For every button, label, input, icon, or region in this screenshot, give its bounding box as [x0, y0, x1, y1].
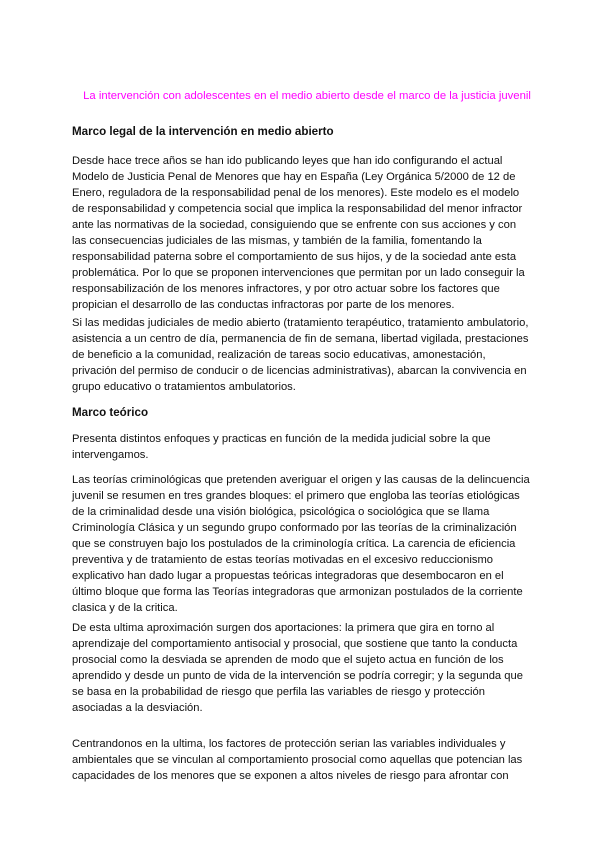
- section-heading-marco-teorico: Marco teórico: [72, 406, 149, 419]
- paragraph-marco-teorico-1: [72, 431, 532, 463]
- text-line: Centrandonos en la ultima, los factores de protección serian las variables individuales y: [72, 738, 506, 750]
- text-line: explicativo han dado lugar a propuestas teóricas integradoras que desembocaron en el: [72, 570, 504, 582]
- text-line: prosocial como la desviada se aprenden de modo que el sujeto actua en función de los: [72, 654, 504, 666]
- text-line: asistencia a un centro de día, permanencia de fin de semana, libertad vigilada, prestaciones: [72, 333, 529, 345]
- paragraph-marco-teorico-3: [72, 620, 532, 716]
- text-line: de beneficio a la comunidad, realización de tareas socio educativas, amonestación,: [72, 349, 486, 361]
- text-line: las consecuencias judiciales de las mismas, y también de la familia, fomentando la: [72, 235, 482, 247]
- text-line: de responsabilidad y competencia social que implica la responsabilidad del menor infractor: [72, 203, 523, 215]
- text-line: de la criminalidad desde una visión biológica, psicológica o sociológica que se llama: [72, 506, 490, 518]
- text-line: Desde hace trece años se han ido publicando leyes que han ido configurando el actual: [72, 155, 503, 167]
- text-line: Enero, reguladora de la responsabilidad penal de los menores). Este modelo es el modelo: [72, 187, 520, 199]
- text-line: privación del permiso de conducir o de licencias administrativas), abarcan la convivencia en: [72, 365, 527, 377]
- text-line: De esta ultima aproximación surgen dos aportaciones: la primera que gira en torno al: [72, 622, 495, 634]
- text-line: responsabilidad paterna sobre el comportamiento de sus hijos, y de la sociedad ante esta: [72, 251, 517, 263]
- text-line: Si las medidas judiciales de medio abierto (tratamiento terapéutico, tratamiento ambulatorio,: [72, 317, 529, 329]
- document-title: La intervención con adolescentes en el medio abierto desde el marco de la justicia juvenil: [83, 90, 531, 102]
- paragraph-marco-legal-2: [72, 315, 532, 395]
- text-line: preventiva y de tratamiento de estas teorías motivadas en el excesivo reduccionismo: [72, 554, 493, 566]
- text-line: responsabilización de los menores infractores, y por otro actuar sobre los factores que: [72, 283, 500, 295]
- text-line: último bloque que forma las Teorías integradoras que armonizan postulados de la corriente: [72, 586, 523, 598]
- text-line: Presenta distintos enfoques y practicas en función de la medida judicial sobre la que: [72, 433, 491, 445]
- text-line: ante las normativas de la sociedad, consiguiendo que se enfrente con sus acciones y con: [72, 219, 517, 231]
- text-line: clasica y de la critica.: [72, 602, 178, 614]
- text-line: aprendizaje del comportamiento antisocial y prosocial, que sostiene que tanto la conducta: [72, 638, 518, 650]
- text-line: Las teorías criminológicas que pretenden averiguar el origen y las causas de la delincuencia: [72, 474, 530, 486]
- text-line: ambientales que se vinculan al comportamiento prosocial como aquellas que potencian las: [72, 754, 523, 766]
- text-line: asociadas a la desviación.: [72, 702, 203, 714]
- text-line: propician el desarrollo de las conductas infractoras por parte de los menores.: [72, 299, 455, 311]
- section-heading-marco-legal: Marco legal de la intervención en medio abierto: [72, 125, 334, 138]
- text-line: que se construyen bajo los postulados de la criminología crítica. La carencia de eficiencia: [72, 538, 516, 550]
- text-line: grupo educativo o tratamientos ambulatorios.: [72, 381, 296, 393]
- text-line: capacidades de los menores que se exponen a altos niveles de riesgo para afrontar con: [72, 770, 509, 782]
- paragraph-marco-legal-1: [72, 153, 532, 313]
- text-line: se basa en la probabilidad de riesgo que perfila las variables de riesgo y protección: [72, 686, 485, 698]
- text-line: Modelo de Justicia Penal de Menores que hay en España (Ley Orgánica 5/2000 de 12 de: [72, 171, 516, 183]
- text-line: intervengamos.: [72, 449, 149, 461]
- text-line: aprendido y desde un punto de vida de la intervención se podría corregir; y la segunda que: [72, 670, 523, 682]
- paragraph-marco-teorico-2: [72, 472, 532, 616]
- text-line: juvenil se resumen en tres grandes bloques: el primero que engloba las teorías etiológicas: [72, 490, 520, 502]
- text-line: Criminología Clásica y un segundo grupo conformado por las teorías de la criminalización: [72, 522, 517, 534]
- paragraph-marco-teorico-4: [72, 736, 532, 784]
- text-line: problemática. Por lo que se proponen intervenciones que permitan por un lado conseguir la: [72, 267, 525, 279]
